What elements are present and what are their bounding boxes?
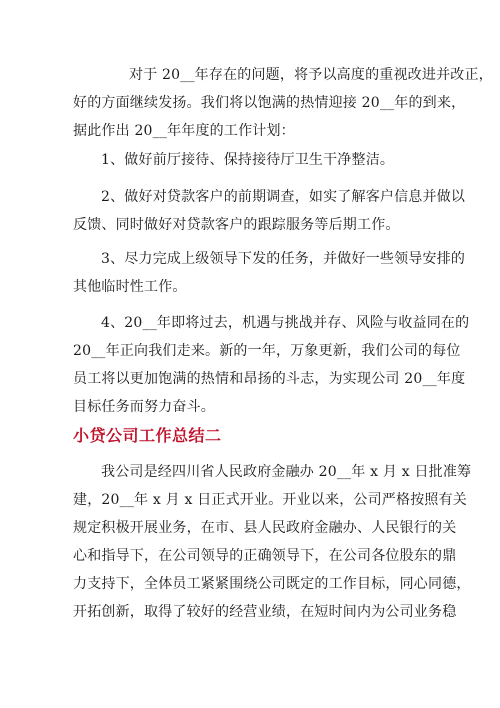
paragraph-item-2 [73,183,466,239]
text-line: 开拓创新，取得了较好的经营业绩，在短时间内为公司业务稳 [73,604,457,620]
paragraph-intro [73,61,493,145]
text-line: 我公司是经四川省人民政府金融办 20__年 x 月 x 日批准筹 [101,464,472,480]
text-line: 心和指导下，在公司领导的正确领导下，在公司各位股东的鼎 [73,548,457,564]
text-line: 3、尽力完成上级领导下发的任务，并做好一些领导安排的 [101,251,466,267]
section-heading: 小贷公司工作总结二 [73,426,222,445]
text-line: 建，20__年 x 月 x 日正式开业。开业以来，公司严格按照有关 [73,492,468,508]
text-line: 力支持下，全体员工紧紧围绕公司既定的工作目标，同心同德， [73,576,471,592]
paragraph-item-3 [73,245,466,301]
paragraph-item-1 [73,146,425,174]
text-line: 4、20__年即将过去，机遇与挑战并存、风险与收益同在的 [101,315,470,331]
text-line: 2、做好对贷款客户的前期调查，如实了解客户信息并做以 [101,189,466,205]
text-line: 员工将以更加饱满的热情和昂扬的斗志，为实现公司 20__年度 [73,371,466,387]
text-line: 对于 20__年存在的问题，将予以高度的重视改进并改正， [129,67,493,83]
text-line: 好的方面继续发扬。我们将以饱满的热情迎接 20__年的到来， [73,95,466,111]
text-line: 20__年正向我们走来。新的一年，万象更新，我们公司的每位 [73,343,461,359]
text-line: 目标任务而努力奋斗。 [73,399,215,415]
text-line: 反馈、同时做好对贷款客户的跟踪服务等后期工作。 [73,217,400,233]
paragraph-company-intro [73,458,472,626]
text-line: 1、做好前厅接待、保持接待厅卫生干净整洁。 [101,152,395,168]
text-line: 其他临时性工作。 [73,279,187,295]
text-line: 规定积极开展业务，在市、县人民政府金融办、人民银行的关 [73,520,457,536]
paragraph-item-4 [73,309,470,421]
text-line: 据此作出 20__年年度的工作计划： [73,123,295,139]
